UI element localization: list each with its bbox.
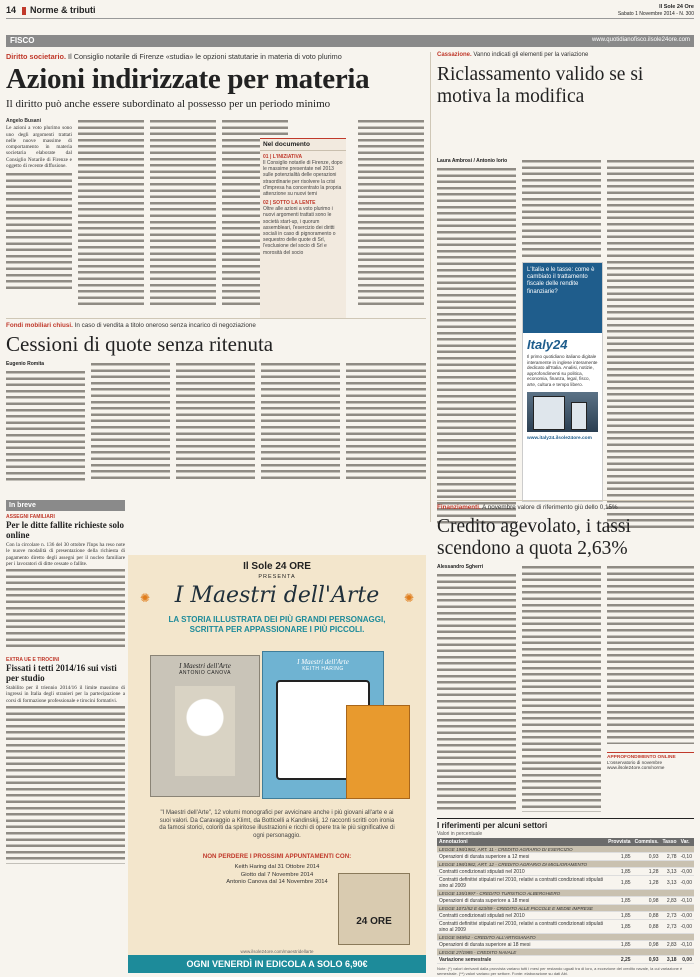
table-cell: LEGGE 949/52 - CREDITO ALL'ARTIGIANATO — [437, 934, 694, 941]
table-row — [437, 868, 694, 876]
box-item-2-text: Oltre alle azioni a voto plurimo i nuovi argomenti trattati sono le società start-up, i quorum assembleari, l'esercizio dei diritti sociali in caso di pignoramento o sequestro delle quote di Srl, l'esclusione del socio di Srl e morosità del socio — [263, 206, 336, 256]
table-cell: 2,73 — [661, 912, 679, 920]
table-cell: 0,88 — [633, 920, 661, 934]
ad-event-1: Keith Haring dal 31 Ottobre 2014 — [234, 864, 320, 870]
article1-text-block — [6, 171, 72, 289]
box-title: Nel documento — [260, 139, 346, 151]
table-cell: 1,28 — [633, 868, 661, 876]
article2-text-block — [437, 166, 516, 526]
ad-event-2: Giotto dal 7 Novembre 2014 — [240, 871, 314, 878]
article1-topic: Diritto societario. — [6, 52, 67, 61]
article3-topic: Fondi mobiliari chiusi. — [6, 322, 73, 329]
ad-tagline: LA STORIA ILLUSTRATA DEI PIÙ GRANDI PERSONAGGI, SCRITTA PER APPASSIONARE I PIÙ PICCOLI. — [168, 615, 386, 634]
article3-col3 — [176, 361, 255, 481]
article1-subtitle: Il diritto può anche essere subordinato al possesso per un periodo minimo — [6, 98, 331, 110]
article1-body — [6, 118, 424, 310]
advertisement[interactable] — [128, 555, 426, 973]
section-title: Norme & tributi — [30, 5, 96, 15]
italy24-brand: Italy24 — [527, 337, 568, 352]
ad-presenta: PRESENTA — [258, 574, 296, 580]
table-cell: 0,93 — [633, 956, 661, 964]
table-cell: 0,88 — [633, 912, 661, 920]
box-item-1-text: Il Consiglio notarile di Firenze, dopo le massime presentate nel 2013 sulle potenzialità delle operazioni straordinarie per risolvere la crisi d'impresa ha concentrato la propria attenzione su nuovi temi — [263, 160, 343, 198]
article4-text-block — [437, 572, 516, 812]
inbreve-item-2 — [6, 657, 125, 864]
table-cell: -0,10 — [680, 897, 692, 904]
issue-date: Sabato 1 Novembre 2014 - N. 300 — [617, 11, 694, 17]
article4-title: Credito agevolato, i tassi scendono a quota 2,63% — [437, 516, 631, 559]
italy24-question: L'Italia e le tasse: come è cambiato il trattamento fiscale delle rendite finanziarie? — [523, 263, 602, 333]
box-item-1-head: 01 | L'INIZIATIVA — [263, 154, 303, 160]
article4-top-rule — [437, 500, 694, 501]
fisco-bar — [6, 35, 694, 47]
box-item-1 — [260, 151, 346, 197]
book-canova-title: I Maestri dell'Arte — [179, 662, 231, 670]
article3-top-rule — [6, 318, 426, 319]
rates-section-row — [437, 861, 694, 868]
inbreve-item-2-cat: EXTRA UE E TIROCINI — [6, 657, 60, 664]
ad-decor-left: ✺ — [140, 591, 151, 605]
article3-col5 — [346, 361, 426, 481]
rates-col-annotazioni: Annotazioni — [437, 838, 606, 846]
inbreve-header: In breve — [6, 500, 125, 511]
table-cell: 1,85 — [606, 941, 633, 949]
article4-col3 — [607, 564, 694, 744]
inbreve-item-1-text: Con la circolare n. 136 del 30 ottobre l'Inps ha reso note le nuove modalità di presentazione della richiesta di pagamento diretto degli assegni per il nucleo familiare per i lavoratori di ditte cessate o fallite. — [6, 542, 125, 567]
ad-decor-right: ✺ — [403, 591, 414, 605]
book-third — [346, 705, 410, 799]
canova-illustration — [175, 686, 235, 776]
rates-col-provvista: Provvista — [608, 839, 631, 845]
fisco-url[interactable]: www.quotidianofisco.ilsole24ore.com — [591, 37, 690, 43]
table-cell: Contratti condizionati stipulati nel 2010 — [437, 912, 606, 920]
table-cell: 2,83 — [661, 897, 679, 905]
italy24-url[interactable]: www.italy24.ilsole24ore.com — [527, 435, 592, 441]
article4-body — [437, 564, 694, 814]
table-cell: 2,78 — [661, 853, 679, 861]
article1-col3 — [150, 118, 216, 308]
table-cell: LEGGE 198/1982, ART. 11 - CREDITO AGRARIO DI ESERCIZIO — [437, 846, 694, 853]
rates-col-tasso: Tasso — [662, 839, 677, 845]
article1-kicker — [6, 52, 426, 61]
table-cell: LEGGE 27/1985 - CREDITO NAVALE — [437, 949, 694, 956]
article3-author: Eugenio Romita — [6, 361, 45, 367]
inbreve-item-1-title: Per le ditte fallite richieste solo online — [6, 520, 125, 540]
table-cell: Contratti definitivi stipulati nel 2010, relativi a contratti condizionati stipulati sino al 2009 — [437, 920, 606, 934]
table-cell: 3,13 — [661, 868, 679, 876]
inbreve-item-2-text: Stabilito per il triennio 2014/16 il limite massimo di ingressi in Italia degli stranieri per la partecipazione a corsi di formazione professionale e tirocini formativi. — [6, 685, 125, 704]
table-cell: 1,28 — [633, 876, 661, 890]
article3-text-block — [6, 369, 85, 481]
ad-body: "I Maestri dell'Arte", 12 volumi monografici per avvicinare anche i più giovani all'arte e ai suoi valori. Da Caravaggio a Klimt, da Botticelli a Kandinskij, 12 racconti scritti con ironia da famosi storici, coloriti da spiritose illustrazioni e ricchi di opere tra le più significative di ogni personaggio. — [159, 810, 395, 839]
ad-footer: OGNI VENERDÌ IN EDICOLA A SOLO 6,90€ — [128, 955, 426, 973]
article2-kicker-text: Vanno indicati gli elementi per la variazione — [473, 52, 589, 58]
table-cell: Operazioni di durata superiore a 12 mesi — [437, 853, 606, 861]
article4-author: Alessandro Sgherri — [437, 564, 484, 570]
table-row — [437, 876, 694, 890]
table-cell: 1,85 — [606, 876, 633, 890]
table-cell: Contratti definitivi stipulati nel 2010, relativi a contratti condizionati stipulati sino al 2009 — [437, 876, 606, 890]
inbreve-item-1-cat: ASSEGNI FAMILIARI — [6, 514, 55, 520]
table-cell: -0,10 — [680, 853, 692, 860]
article3-col1 — [6, 361, 85, 481]
table-cell: Operazioni di durata superiore a 18 mesi — [437, 897, 606, 905]
rates-section-row — [437, 934, 694, 941]
table-cell: Contratti condizionati stipulati nel 2010 — [437, 868, 606, 876]
article2-col3 — [607, 158, 694, 528]
table-row — [437, 912, 694, 920]
fisco-label: FISCO — [10, 36, 35, 45]
table-cell: 0,98 — [633, 897, 661, 905]
table-cell: 2,83 — [661, 941, 679, 949]
book-haring-subtitle: KEITH HARING — [302, 666, 344, 672]
article1-col2 — [78, 118, 144, 308]
article4-col1 — [437, 564, 516, 812]
article3-body — [6, 361, 426, 486]
article1-box — [260, 138, 346, 319]
table-row — [437, 920, 694, 934]
table-row — [437, 941, 694, 949]
table-cell: -0,00 — [679, 876, 694, 890]
table-cell: -0,00 — [679, 920, 694, 934]
table-cell: 1,85 — [606, 920, 633, 934]
ad-product-box — [338, 873, 410, 945]
article2-title: Riclassamento valido se si motiva la modifica — [437, 64, 644, 107]
table-cell: 0,93 — [633, 853, 661, 861]
rates-col-variazione: Var. — [679, 838, 694, 846]
table-cell: Variazione semestrale — [437, 956, 606, 964]
table-cell: 2,25 — [606, 956, 633, 964]
paper-name: Il Sole 24 Ore — [659, 4, 694, 10]
inbreve-list — [6, 514, 125, 974]
ad-series-title: I Maestri dell'Arte — [174, 583, 380, 608]
table-cell: 1,85 — [606, 853, 633, 861]
article4-online-label: APPROFONDIMENTO ONLINE — [607, 755, 676, 760]
section-marker — [22, 7, 26, 15]
vertical-divider — [430, 52, 431, 522]
table-cell: LEGGE 1071/52 E 623/59 - CREDITO ALLE PICCOLE E MEDIE IMPRESE — [437, 905, 694, 912]
ad-small-url[interactable]: www.ilsole24ore.com/maestridellarte — [240, 949, 314, 954]
ad-box-brand: 24 ORE — [356, 916, 392, 927]
article3-kicker — [6, 322, 426, 329]
table-row — [437, 853, 694, 861]
article4-col2 — [522, 564, 601, 812]
rates-table — [437, 838, 694, 964]
rates-table-block — [437, 818, 694, 976]
table-cell: LEGGE 135/1997 - CREDITO TURISTICO ALBERGHIERO — [437, 890, 694, 897]
table-cell: 2,73 — [661, 920, 679, 934]
table-cell: 1,85 — [606, 868, 633, 876]
phone-icon — [571, 402, 587, 430]
rates-section-row — [437, 890, 694, 897]
article1-lead: Le azioni a voto plurimo sono uno degli argomenti trattati nelle nuove massime di comportamento in materia societaria elaborate dal Consiglio Notarile di Firenze e oggetto di recente diffusione. — [6, 125, 72, 170]
rates-section-row — [437, 905, 694, 912]
table-cell: LEGGE 198/1982, ART. 12 - CREDITO AGRARIO DI MIGLIORAMENTO — [437, 861, 694, 868]
box-item-2 — [260, 197, 346, 256]
article4-topic: Finanziamenti. — [437, 504, 481, 511]
article4-online-text: L'osservatorio di novembre www.ilsole24ore.com/norme — [607, 760, 665, 770]
tablet-icon — [533, 396, 565, 430]
article1-author: Angelo Busani — [6, 118, 42, 124]
article2-col1 — [437, 158, 516, 526]
article3-col4 — [261, 361, 340, 481]
table-cell: 3,18 — [661, 956, 679, 964]
article1-title: Azioni indirizzate per materia — [6, 63, 370, 95]
rates-note: Note: (*) valori derivanti dalla provvista variano tutti i mesi per restando uguali tra di loro, a eccezione del credito navale, la cui variazione è semestrale. (**) valori variano per settore. Fonte: elaborazione su dati Abi. — [437, 966, 683, 976]
article2-topic: Cassazione. — [437, 52, 472, 58]
table-cell: 0,00 — [679, 956, 694, 964]
article4-kicker-text: A novembre valore di riferimento giù dello 0,15% — [482, 504, 618, 511]
page-header — [6, 4, 694, 19]
italy24-devices — [527, 392, 598, 432]
ad-events-title: NON PERDERE I PROSSIMI APPUNTAMENTI CON: — [202, 853, 352, 860]
book-canova — [150, 655, 260, 797]
article4-kicker — [437, 504, 694, 511]
rates-col-commissione: Commiss. — [634, 839, 659, 845]
table-cell: 0,98 — [633, 941, 661, 949]
table-cell: -0,00 — [680, 868, 692, 875]
article2-authors: Laura Ambrosi / Antonio Iorio — [437, 158, 508, 164]
rates-title: I riferimenti per alcuni settori — [437, 818, 694, 830]
ad-brand: Il Sole 24 ORE — [243, 561, 311, 572]
article1-kicker-text: Il Consiglio notarile di Firenze «studia» le opzioni statutarie in materia di voto plurimo — [68, 52, 342, 61]
article2-col2 — [522, 158, 601, 258]
page-number: 14 — [6, 5, 17, 15]
rates-table-body — [437, 846, 694, 964]
ad-event-3: Antonio Canova dal 14 Novembre 2014 — [226, 879, 328, 885]
table-cell: 3,13 — [661, 876, 679, 890]
box-item-2-head: 02 | SOTTO LA LENTE — [263, 200, 316, 207]
italy24-desc: Il primo quotidiano italiano digitale interamente in inglese interamente dedicato all'Italia. Analisi, notizie, approfondimenti su politica, economia, finanza, legal, fisco, arte, cultura e tempo libero. — [527, 354, 598, 387]
table-cell: -0,00 — [680, 912, 692, 919]
article1-col5 — [358, 118, 424, 308]
rates-subtitle: Valori in percentuale — [437, 831, 483, 837]
table-cell: Operazioni di durata superiore ai 18 mesi — [437, 941, 606, 949]
article3-col2 — [91, 361, 170, 481]
article4-online[interactable] — [607, 752, 694, 770]
inbreve-item-1-more — [6, 567, 125, 651]
table-cell: -0,10 — [680, 941, 692, 948]
rates-header-row — [437, 838, 694, 846]
table-row — [437, 897, 694, 905]
article1-col1 — [6, 118, 72, 289]
inbreve-item-2-title: Fissati i tetti 2014/16 sui visti per studio — [6, 663, 117, 684]
article3-kicker-text: In caso di vendita a titolo oneroso senza incarico di negoziazione — [74, 322, 256, 329]
table-row — [437, 956, 694, 964]
rates-section-row — [437, 949, 694, 956]
inbreve-item-1 — [6, 514, 125, 651]
table-cell: 1,85 — [606, 897, 633, 905]
book-haring-title: I Maestri dell'Arte — [297, 658, 349, 666]
italy24-box[interactable] — [522, 262, 603, 502]
article3-title: Cessioni di quote senza ritenuta — [6, 332, 274, 356]
article2-kicker — [437, 52, 694, 58]
table-cell: 1,85 — [606, 912, 633, 920]
book-canova-subtitle: ANTONIO CANOVA — [179, 670, 231, 676]
inbreve-item-2-more — [6, 704, 125, 864]
